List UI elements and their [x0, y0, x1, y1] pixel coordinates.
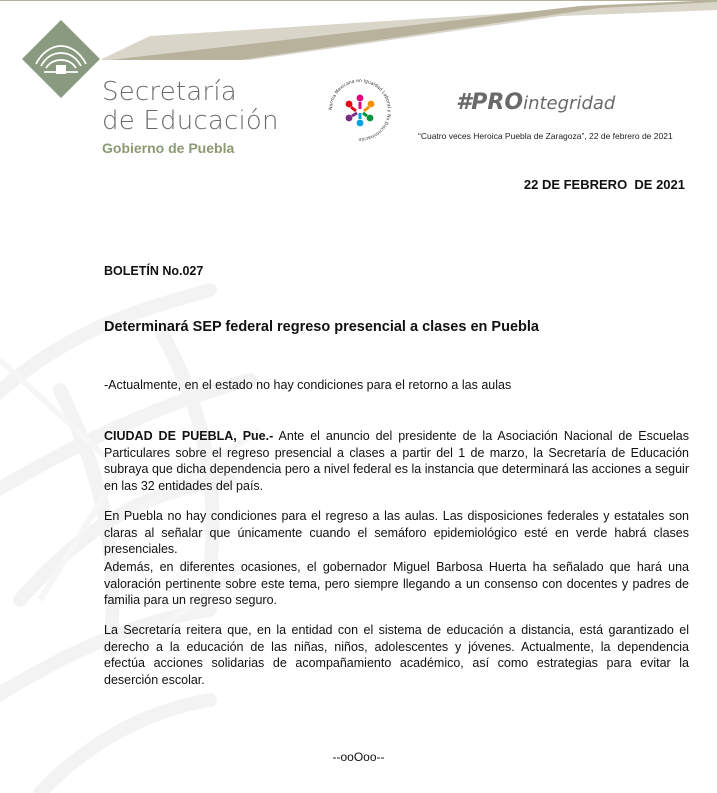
- ministry-name-line2: de Educación: [102, 106, 279, 136]
- paragraph-4: La Secretaría reitera que, en la entidad con el sistema de educación a distancia, está garantizado el derecho a la educación de las niñas, niños, adolescentes y jóvenes. Actualmente, la dependencia efectúa acciones solidarias de acompañamiento académico, así como estrategias para evitar la deserción escolar.: [104, 623, 689, 687]
- bulletin-number: BOLETÍN No.027: [104, 264, 204, 278]
- svg-text:Norma Mexicana en Igualdad Lab: Norma Mexicana en Igualdad Laboral y No Discriminación: [328, 78, 392, 142]
- ministry-name-line1: Secretaría: [102, 77, 237, 107]
- pro-integridad-slogan: [456, 90, 615, 115]
- subtitle: -Actualmente, en el estado no hay condiciones para el retorno a las aulas: [104, 378, 512, 392]
- paragraph-1-lead: CIUDAD DE PUEBLA, Pue.-: [104, 429, 274, 443]
- document-date: 22 DE FEBRERO DE 2021: [523, 177, 685, 192]
- equality-norm-badge-icon: [326, 76, 394, 144]
- closing-mark: --ooOoo--: [332, 750, 385, 764]
- pro-slogan-main: #PRO: [456, 90, 524, 115]
- paragraph-2: En Puebla no hay condiciones para el regreso a las aulas. Las disposiciones federales y estatales son claras al señalar que únicamente cuando el semáforo epidemiológico esté en verde habrá clases presenciales.: [104, 509, 689, 557]
- puebla-seal-icon: [20, 18, 102, 100]
- paragraph-3: Además, en diferentes ocasiones, el gobernador Miguel Barbosa Huerta ha señalado que hará una valoración pertinente sobre este tema, pero siempre llegando a un consenso con docentes y padres de familia para un regreso seguro.: [104, 560, 689, 608]
- government-name: Gobierno de Puebla: [102, 140, 235, 156]
- city-motto: “Cuatro veces Heroica Puebla de Zaragoza”, 22 de febrero de 2021: [418, 131, 673, 141]
- header-band-decoration: [0, 0, 717, 60]
- ministry-name: [102, 78, 312, 136]
- paragraph-1: [104, 428, 689, 494]
- headline: Determinará SEP federal regreso presencial a clases en Puebla: [104, 319, 539, 335]
- paragraph-1-text: Ante el anuncio del presidente de la Asociación Nacional de Escuelas Particulares sobre el regreso presencial a clases a partir del 1 de marzo, la Secretaría de Educación subraya que dicha dependencia pero a nivel federal es la instancia que determinará las acciones a seguir en las 32 entidades del país.: [104, 429, 689, 493]
- pro-slogan-rest: integridad: [523, 93, 616, 114]
